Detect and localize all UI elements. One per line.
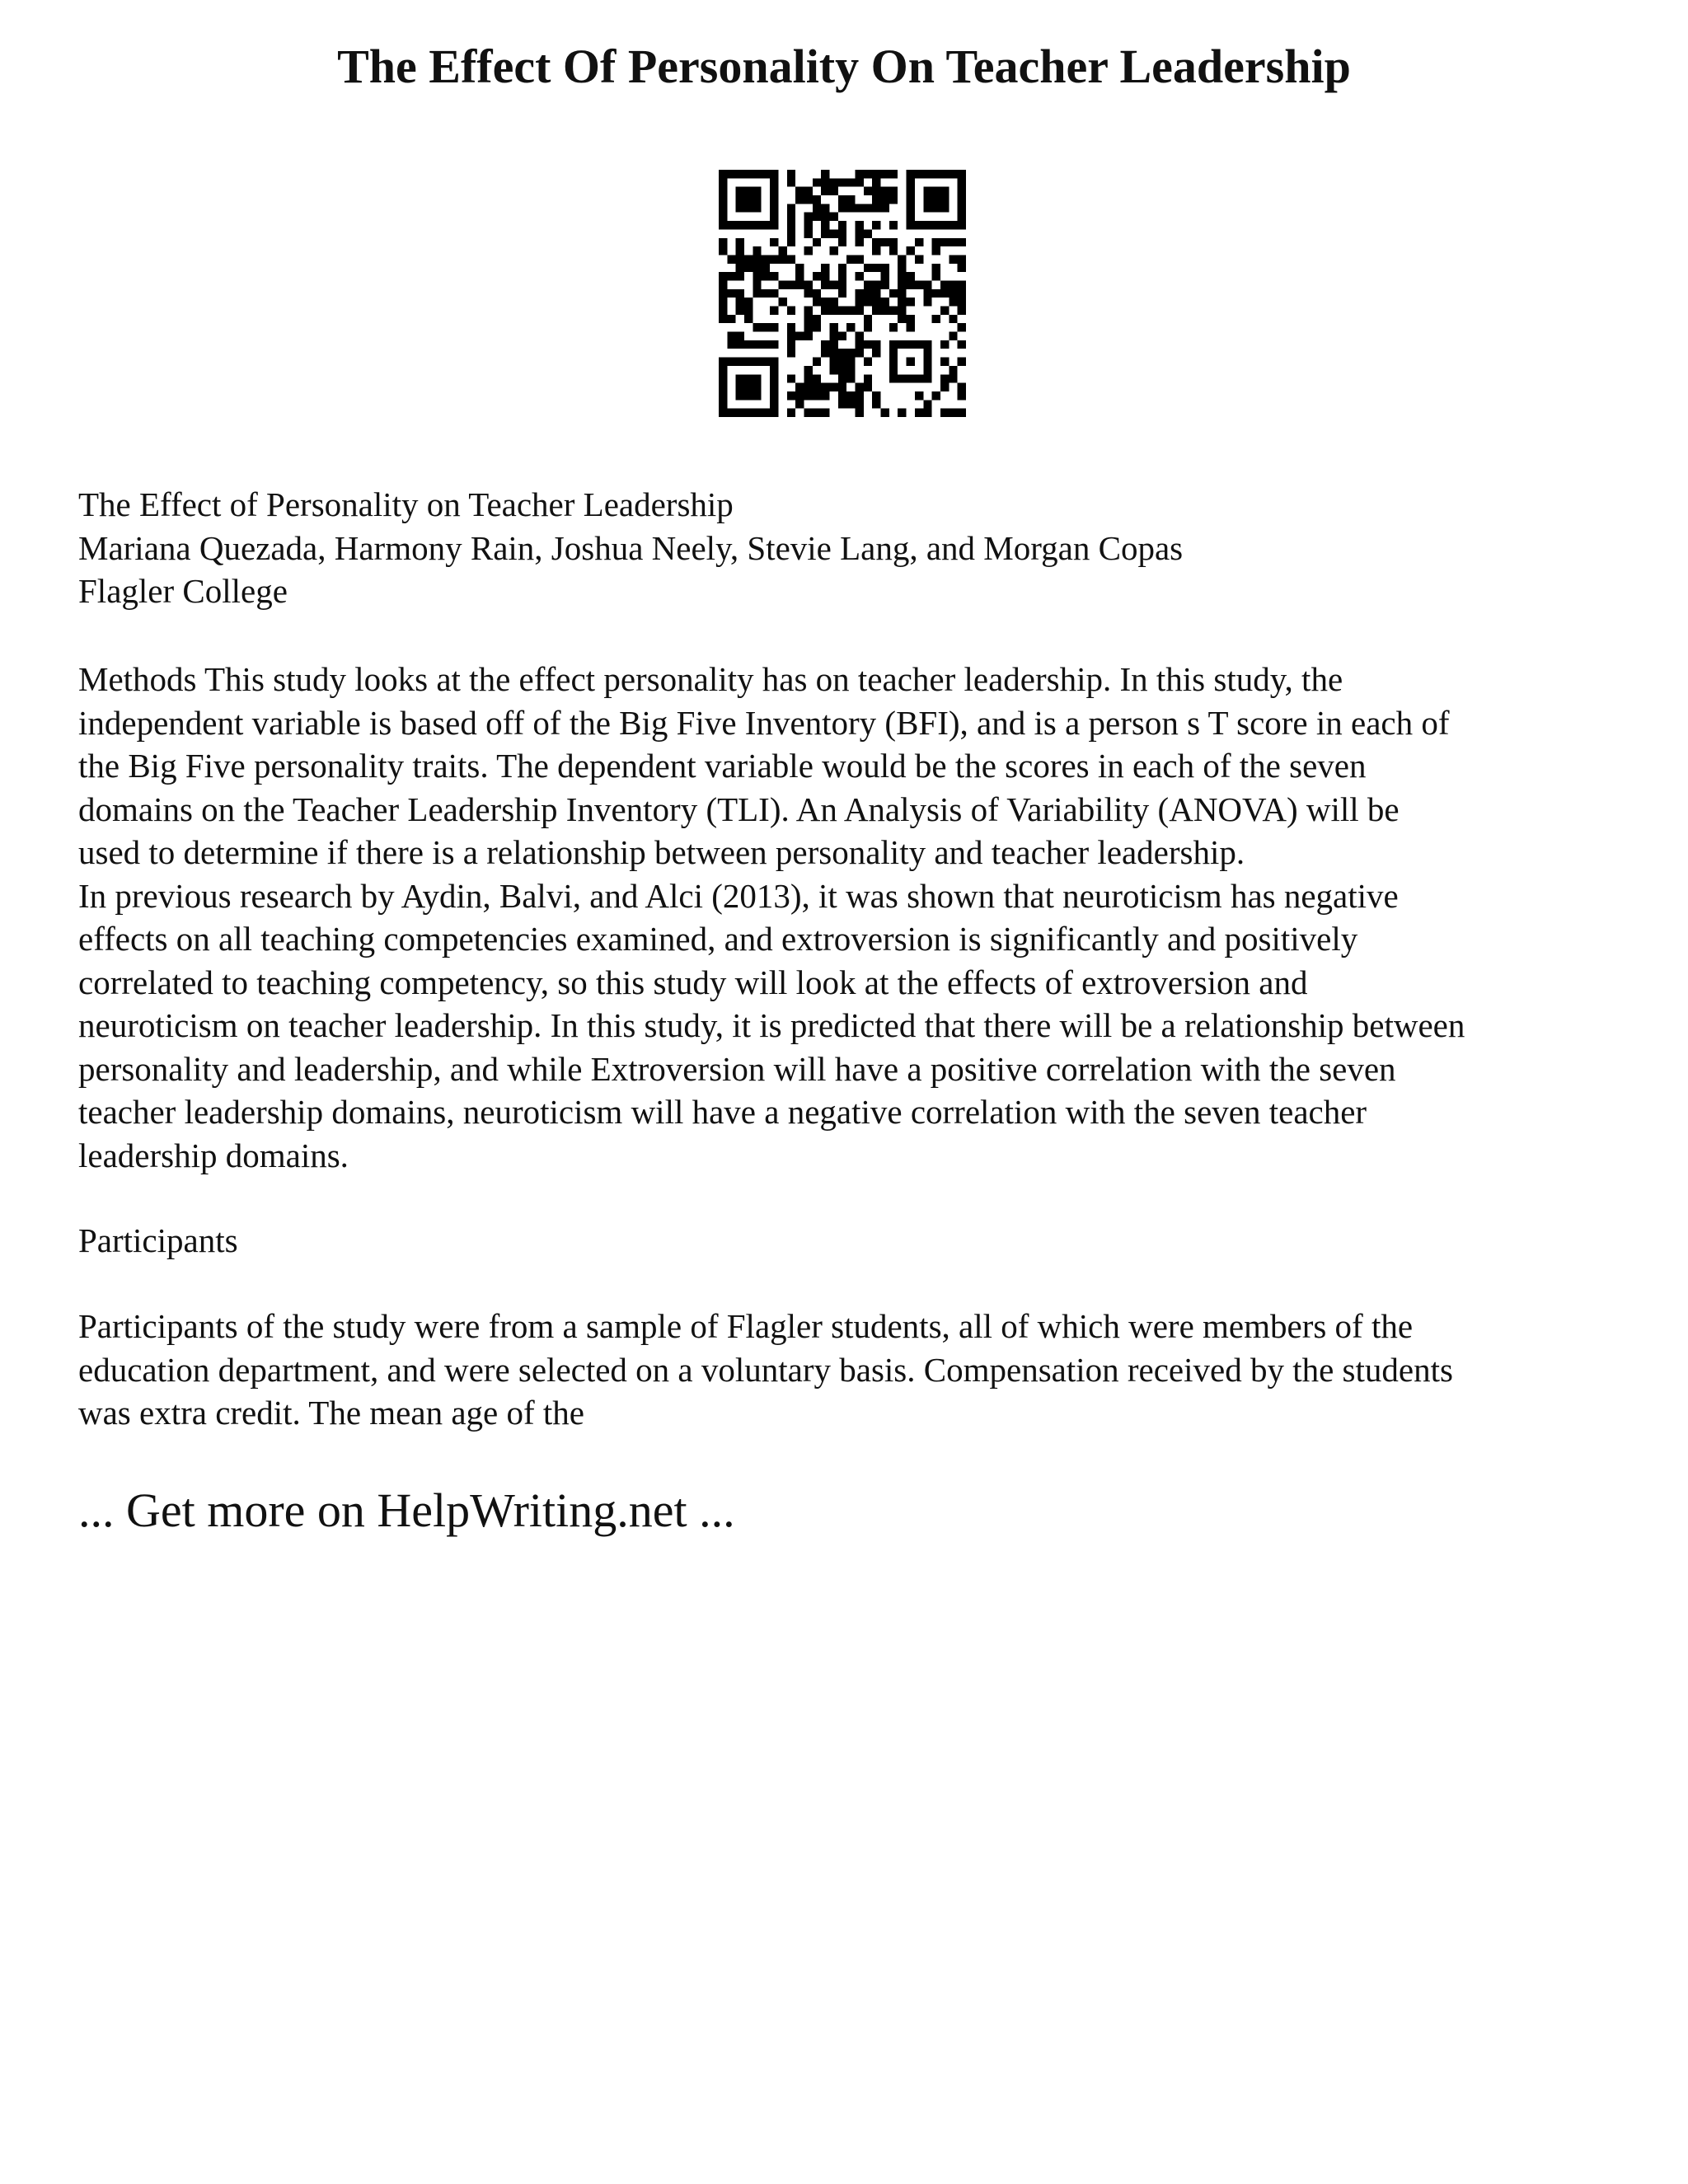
qr-code-icon[interactable] [719,170,966,417]
participants-paragraph [78,1305,1628,1435]
text-line: effects on all teaching competencies examined, and extroversion is significantly and positively [78,920,1358,958]
text-line: correlated to teaching competency, so this study will look at the effects of extroversion and [78,963,1308,1001]
text-line: teacher leadership domains, neuroticism will have a negative correlation with the seven teacher [78,1093,1367,1131]
methods-paragraph [78,658,1628,1177]
text-line: neuroticism on teacher leadership. In this study, it is predicted that there will be a relationship between [78,1006,1465,1044]
text-line: the Big Five personality traits. The dependent variable would be the scores in each of the seven [78,747,1367,785]
text-line: was extra credit. The mean age of the [78,1394,584,1432]
text-line: used to determine if there is a relationship between personality and teacher leadership. [78,833,1245,871]
paper-header [78,483,1628,613]
text-line: In previous research by Aydin, Balvi, and Alci (2013), it was shown that neuroticism has negative [78,876,1399,915]
get-more-link[interactable]: ... Get more on HelpWriting.net ... [78,1483,735,1537]
text-line: Participants of the study were from a sample of Flagler students, all of which were members of the [78,1307,1414,1345]
document-title: The Effect Of Personality On Teacher Leadership [337,40,1351,93]
text-line: personality and leadership, and while Extroversion will have a positive correlation with the seven [78,1049,1396,1088]
paper-institution: Flagler College [78,572,288,610]
text-line: domains on the Teacher Leadership Inventory (TLI). An Analysis of Variability (ANOVA) will be [78,790,1400,828]
paper-authors: Mariana Quezada, Harmony Rain, Joshua Neely, Stevie Lang, and Morgan Copas [78,528,1184,567]
text-line: leadership domains. [78,1136,349,1174]
participants-heading [78,1219,1628,1263]
section-heading: Participants [78,1221,238,1259]
text-line: education department, and were selected on a voluntary basis. Compensation received by the students [78,1350,1453,1389]
paper-title: The Effect of Personality on Teacher Leadership [78,485,734,523]
text-line: independent variable is based off of the Big Five Inventory (BFI), and is a person s T score in each of [78,703,1450,742]
text-line: Methods This study looks at the effect personality has on teacher leadership. In this study, the [78,660,1343,698]
